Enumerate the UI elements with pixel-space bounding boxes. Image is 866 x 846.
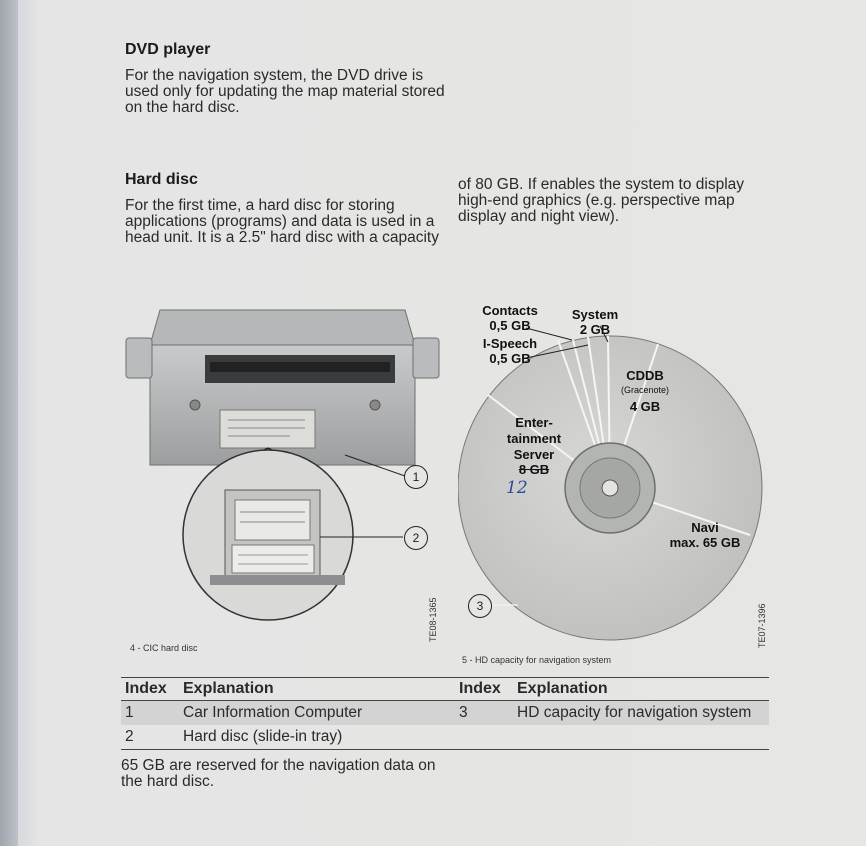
header-explanation-2: Explanation <box>513 678 769 701</box>
handwritten-annotation: 12 <box>506 478 528 498</box>
label-cddb: CDDB <box>626 368 664 383</box>
header-explanation-1: Explanation <box>179 678 455 701</box>
dvd-paragraph: For the navigation system, the DVD drive is used only for updating the map material stored on the hard disc. <box>125 67 445 116</box>
hdd-heading: Hard disc <box>125 171 198 188</box>
figure1-ref: TE08-1365 <box>428 597 438 642</box>
label-ispeech: I-Speech <box>482 336 538 351</box>
table-row <box>121 725 769 750</box>
label-navi: Navi <box>691 520 719 535</box>
table-header-row <box>121 678 769 701</box>
cell-index: 2 <box>121 725 179 750</box>
cell-index <box>455 725 513 750</box>
cell-index: 1 <box>121 701 179 726</box>
label-ispeech-size: 0,5 GB <box>489 351 531 366</box>
label-cddb-size: 4 GB <box>629 399 661 414</box>
figure2-caption: 5 - HD capacity for navigation system <box>462 655 612 665</box>
hdd-paragraph-right: of 80 GB. If enables the system to display high-end graphics (e.g. perspective map display and night view). <box>458 176 745 225</box>
hdd-paragraph-left: For the first time, a hard disc for storing applications (programs) and data is used in a head unit. It is a 2.5" hard disc with a capacity <box>125 197 439 246</box>
footer-paragraph: 65 GB are reserved for the navigation data on the hard disc. <box>121 757 436 790</box>
label-cddb-sub: (Gracenote) <box>620 385 670 395</box>
cell-index: 3 <box>455 701 513 726</box>
table-row <box>121 701 769 726</box>
callout-3: 3 <box>468 594 492 618</box>
figure1-caption: 4 - CIC hard disc <box>130 643 198 653</box>
label-ent-3: Server <box>513 447 555 462</box>
cell-explanation: Car Information Computer <box>179 701 455 726</box>
cic-hard-disc-figure <box>120 300 450 640</box>
label-system: System <box>571 307 619 322</box>
label-ent-size: 8 GB <box>518 462 550 477</box>
callout-2: 2 <box>404 526 428 550</box>
callout-1: 1 <box>404 465 428 489</box>
label-contacts: Contacts <box>482 303 538 318</box>
index-table <box>121 677 769 750</box>
figure2-ref: TE07-1396 <box>757 603 767 648</box>
dvd-heading: DVD player <box>125 41 211 58</box>
label-ent-1: Enter- <box>515 415 553 430</box>
cell-explanation: Hard disc (slide-in tray) <box>179 725 455 750</box>
cell-explanation: HD capacity for navigation system <box>513 701 769 726</box>
label-navi-size: max. 65 GB <box>669 535 741 550</box>
page-binding-edge <box>0 0 18 846</box>
label-system-size: 2 GB <box>579 322 611 337</box>
header-index-2: Index <box>455 678 513 701</box>
cell-explanation <box>513 725 769 750</box>
label-contacts-size: 0,5 GB <box>489 318 531 333</box>
header-index-1: Index <box>121 678 179 701</box>
label-ent-2: tainment <box>506 431 562 446</box>
